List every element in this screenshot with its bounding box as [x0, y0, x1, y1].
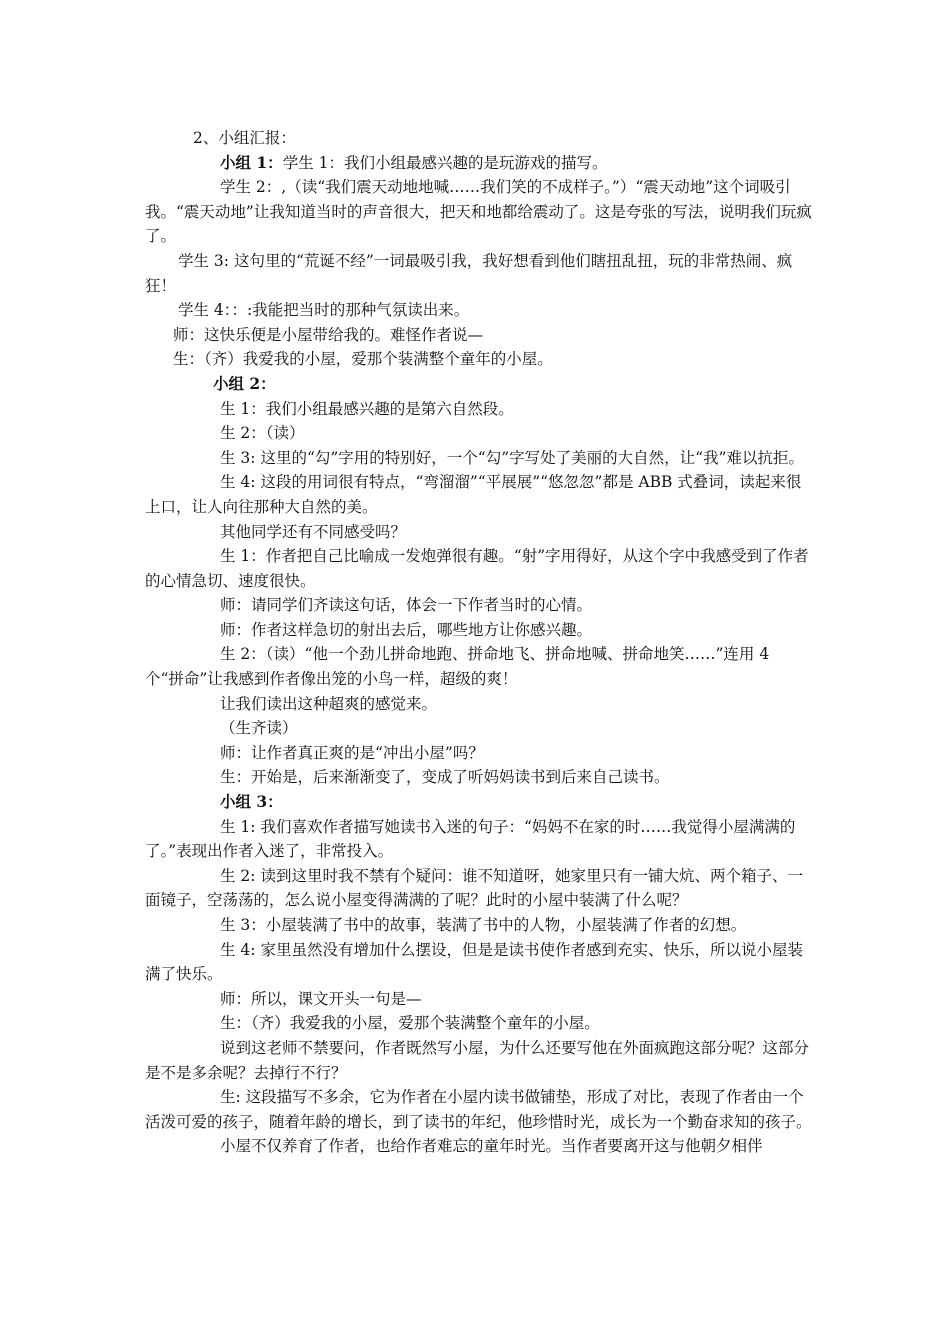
group3-line-4: 生 4: 家里虽然没有增加什么摆设，但是是读书使作者感到充实、快乐，所以说小屋装满了快乐。 — [145, 940, 803, 984]
group1-line-1: 小组 1：学生 1：我们小组最感兴趣的是玩游戏的描写。 — [220, 152, 608, 172]
group3-line-8: 生: 这段描写不多余，它为作者在小屋内读书做铺垫，形成了对比，表现了作者由一个活泼可爱的孩子，随着年龄的增长，到了读书的年纪，他珍惜时光，成长为一个勤奋求知的孩子。 — [145, 1088, 812, 1131]
group2-line-11: （生齐读） — [220, 719, 298, 738]
group3-line-2: 生 2: 读到这里时我不禁有个疑问：谁不知道呀，她家里只有一铺大炕、两个箱子、一面镜子，空荡荡的，怎么说小屋变得满满的了呢？此时的小屋中装满了什么呢？ — [145, 866, 803, 910]
section-heading: 2、小组汇报： — [193, 129, 296, 147]
group2-line-7: 师：请同学们齐读这句话，体会一下作者当时的心情。 — [220, 596, 593, 615]
group2-line-8: 师：作者这样急切的射出去后，哪些地方让你感兴趣。 — [220, 620, 593, 639]
group1-line-2: 学生 2：,（读“我们震天动地地喊……我们笑的不成样子。”）“震天动地”这个词吸引我。“震天动地”让我知道当时的声音很大，把天和地都给震动了。这是夸张的写法，说明我们玩疯了。 — [145, 178, 812, 246]
group3-line-5: 师：所以，课文开头一句是— — [220, 989, 422, 1008]
group1-line-6: 生：（齐）我爱我的小屋，爱那个装满整个童年的小屋。 — [173, 350, 553, 369]
group3-line-1: 生 1: 我们喜欢作者描写她读书入迷的句子：“妈妈不在家的时……我觉得小屋满满的了。”表现出作者入迷了，非常投入。 — [145, 817, 796, 861]
group1-line-3: 学生 3: 这句里的“荒诞不经”一词最吸引我，我好想看到他们瞎扭乱扭，玩的非常热闹、疯狂！ — [145, 251, 793, 295]
group3-line-9: 小屋不仅养育了作者，也给作者难忘的童年时光。当作者要离开这与他朝夕相伴 — [220, 1137, 763, 1156]
group2-line-1: 生 1：我们小组最感兴趣的是第六自然段。 — [220, 399, 514, 418]
group2-line-3: 生 3: 这里的“勾”字用的特别好，一个“勾”字写处了美丽的大自然，让“我”难以抗拒。 — [220, 448, 804, 467]
group1-label: 小组 1： — [220, 152, 283, 172]
group2-line-4: 生 4: 这段的用词很有特点，“弯溜溜”“平展展”“悠忽忽”都是 ABB 式叠词，读起来很上口，让人向往那种大自然的美。 — [145, 473, 802, 516]
group3-line-6: 生：（齐）我爱我的小屋，爱那个装满整个童年的小屋。 — [220, 1014, 600, 1033]
group3-label: 小组 3： — [220, 792, 283, 812]
group2-line-9: 生 2：（读）“他一个劲儿拼命地跑、拼命地飞、拼命地喊、拼命地笑……”连用 4 个“拼命”让我感到作者像出笼的小鸟一样，超级的爽！ — [145, 645, 770, 689]
document-body — [145, 126, 813, 1159]
group2-line-13: 生：开始是，后来渐渐变了，变成了听妈妈读书到后来自己读书。 — [220, 768, 670, 787]
group3-line-3: 生 3：小屋装满了书中的故事，装满了书中的人物，小屋装满了作者的幻想。 — [220, 916, 747, 934]
group2-label: 小组 2： — [213, 373, 276, 393]
group3-line-7: 说到这老师不禁要问，作者既然写小屋，为什么还要写他在外面疯跑这部分呢？这部分是不是多余呢？去掉行不行？ — [145, 1038, 810, 1082]
group1-line-5: 师：这快乐便是小屋带给我的。难怪作者说— — [173, 325, 484, 344]
group2-line-2: 生 2：（读） — [220, 424, 305, 443]
group1-line-4: 学生 4：：:我能把当时的那种气氛读出来。 — [178, 301, 470, 320]
group2-line-10: 让我们读出这种超爽的感觉来。 — [220, 694, 438, 713]
group2-line-12: 师：让作者真正爽的是“冲出小屋”吗？ — [220, 743, 484, 762]
group2-line-6: 生 1：作者把自己比喻成一发炮弹很有趣。“射”字用得好，从这个字中我感受到了作者的心情急切、速度很快。 — [145, 547, 809, 590]
group2-line-5: 其他同学还有不同感受吗？ — [220, 522, 407, 541]
